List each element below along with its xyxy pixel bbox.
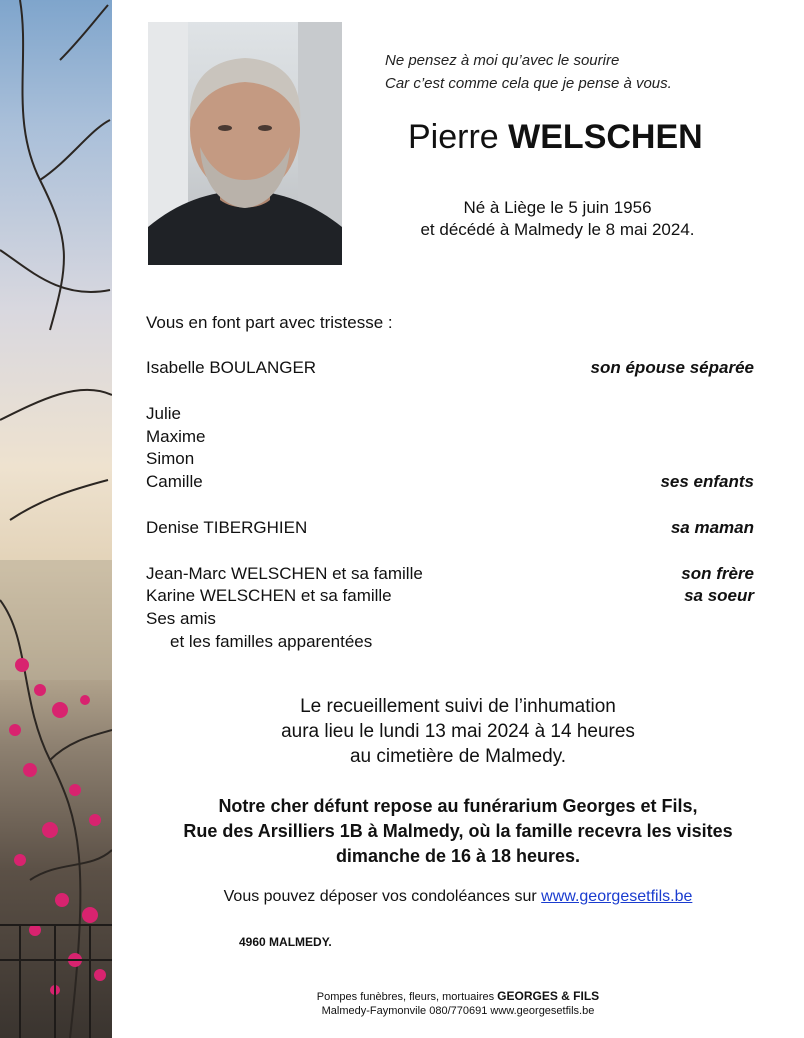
- postal-line: 4960 MALMEDY.: [239, 935, 332, 949]
- sister-relation: sa soeur: [684, 586, 754, 605]
- spouse-name: Isabelle BOULANGER: [146, 358, 317, 377]
- relatives-line: et les familles apparentées: [170, 632, 373, 651]
- birth-line: Né à Liège le 5 juin 1956: [463, 198, 652, 217]
- footer-line-2: Malmedy-Faymonvile 080/770691 www.georgesetfils.be: [321, 1005, 595, 1017]
- footer-line-1: [112, 989, 804, 1003]
- visit-line-1: Notre cher défunt repose au funérarium Georges et Fils,: [218, 796, 698, 816]
- death-line: et décédé à Malmedy le 8 mai 2024.: [420, 220, 695, 239]
- person-portrait-illustration: [148, 22, 342, 265]
- brother-relation: son frère: [681, 564, 754, 583]
- quote-line-1: Ne pensez à moi qu’avec le sourire: [385, 52, 620, 69]
- spouse-relation: son épouse séparée: [590, 358, 754, 377]
- child-name: Simon: [146, 449, 195, 468]
- condolences-text: Vous pouvez déposer vos condoléances sur: [223, 888, 537, 905]
- visit-line-3: dimanche de 16 à 18 heures.: [335, 846, 581, 866]
- footer-prefix: Pompes funèbres, fleurs, mortuaires: [316, 991, 495, 1003]
- last-name: WELSCHEN: [508, 118, 703, 156]
- footer-brand: GEORGES & FILS: [497, 989, 600, 1003]
- child-name: Camille: [146, 472, 203, 491]
- branches-flowers-illustration: [0, 0, 112, 1038]
- announce-text: Vous en font part avec tristesse :: [146, 313, 393, 332]
- deceased-name: [408, 118, 703, 157]
- mother-name: Denise TIBERGHIEN: [146, 518, 308, 537]
- decorative-side-photo: [0, 0, 112, 1038]
- sister-name: Karine WELSCHEN et sa famille: [146, 586, 392, 605]
- child-name: Julie: [146, 404, 181, 423]
- condolences-link[interactable]: www.georgesetfils.be: [541, 888, 693, 905]
- portrait-photo: [148, 22, 342, 265]
- brother-name: Jean-Marc WELSCHEN et sa famille: [146, 564, 423, 583]
- condolences-line: [112, 888, 804, 906]
- ceremony-line-2: aura lieu le lundi 13 mai 2024 à 14 heures: [281, 721, 635, 742]
- child-name: Maxime: [146, 427, 206, 446]
- friends-line: Ses amis: [146, 609, 216, 628]
- mother-relation: sa maman: [670, 518, 754, 537]
- quote-line-2: Car c’est comme cela que je pense à vous.: [385, 75, 672, 92]
- children-relation: ses enfants: [660, 472, 754, 491]
- first-name: Pierre: [408, 118, 499, 156]
- ceremony-line-3: au cimetière de Malmedy.: [349, 746, 567, 767]
- visit-line-2: Rue des Arsilliers 1B à Malmedy, où la famille recevra les visites: [183, 821, 733, 841]
- ceremony-line-1: Le recueillement suivi de l’inhumation: [300, 696, 616, 717]
